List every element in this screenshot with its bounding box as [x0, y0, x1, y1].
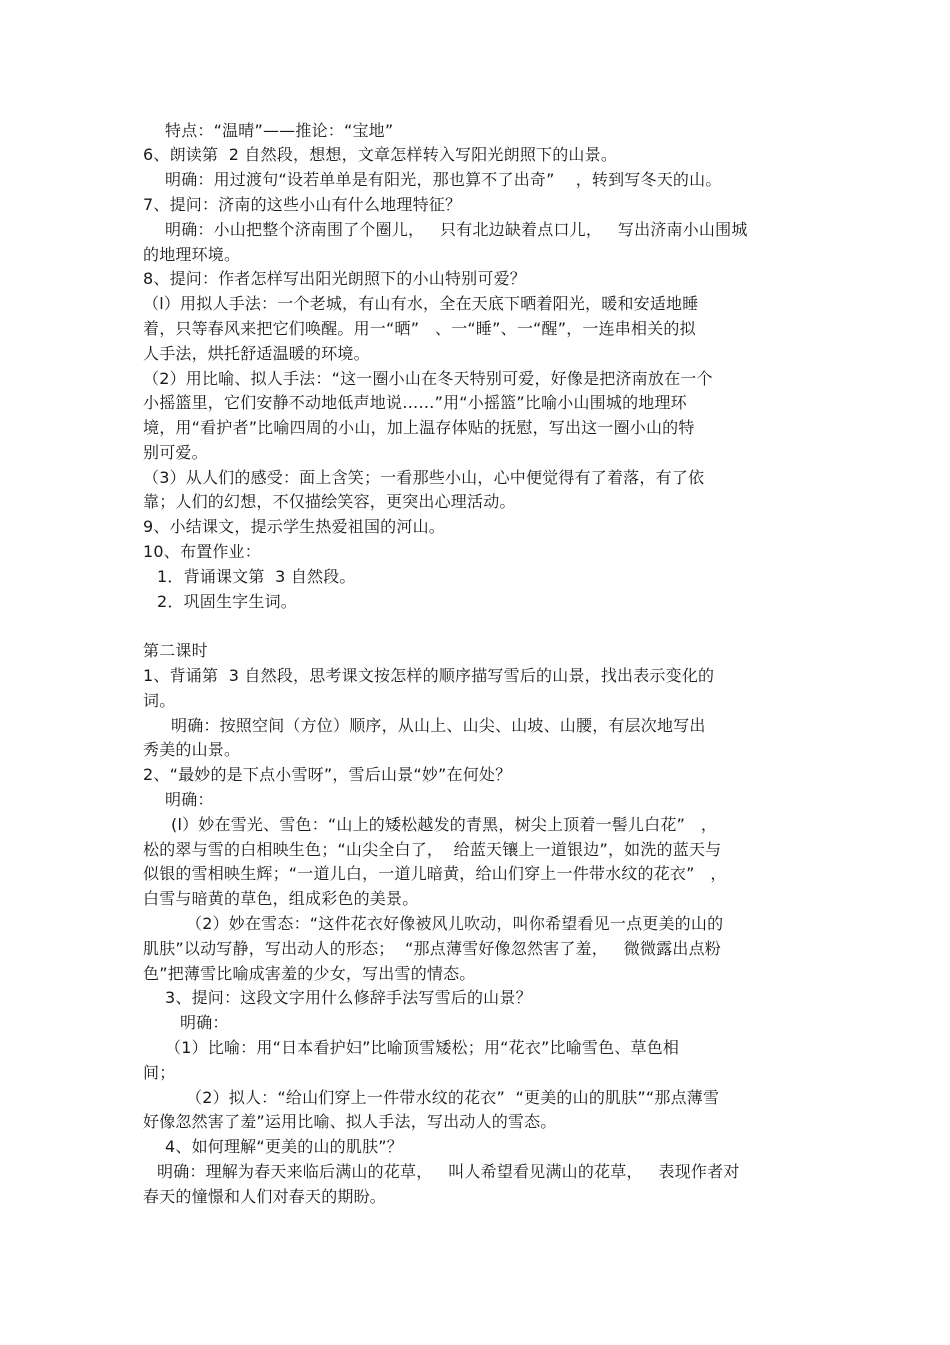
line-02: 6、朗读第 2 自然段，想想，文章怎样转入写阳光朗照下的山景。 — [143, 145, 618, 164]
line-04: 7、提问：济南的这些小山有什么地理特征？ — [143, 195, 462, 214]
line-15: （3）从人们的感受：面上含笑；一看那些小山，心中便觉得有了着落，有了依 — [143, 468, 705, 487]
line-03: 明确：用过渡句“设若单单是有阳光，那也算不了出奇” ，转到写冬天的山。 — [165, 170, 722, 189]
line-09: 着，只等春风来把它们唤醒。用一“晒” 、一“睡”、一“醒”，一连串相关的拟 — [143, 319, 696, 338]
line-08: （l）用拟人手法：一个老城，有山有水，全在天底下晒着阳光，暖和安适地睡 — [143, 294, 699, 313]
line-30: 似银的雪相映生辉；“一道儿白，一道儿暗黄，给山们穿上一件带水纹的花衣” ， — [143, 864, 727, 883]
line-23: 词。 — [143, 691, 176, 710]
line-16: 靠；人们的幻想，不仅描绘笑容，更突出心理活动。 — [143, 492, 516, 511]
line-11: （2）用比喻、拟人手法：“这一圈小山在冬天特别可爱，好像是把济南放在一个 — [143, 369, 713, 388]
line-41: 4、如何理解“更美的山的肌肤”？ — [165, 1137, 403, 1156]
line-24: 明确：按照空间（方位）顺序，从山上、山尖、山坡、山腰，有层次地写出 — [171, 716, 706, 735]
line-33: 肌肤”以动写静，写出动人的形态； “那点薄雪好像忽然害了羞， 微微露出点粉 — [143, 939, 722, 958]
line-42: 明确：理解为春天来临后满山的花草， 叫人希望看见满山的花草， 表现作者对 — [157, 1162, 740, 1181]
line-17: 9、小结课文，提示学生热爱祖国的河山。 — [143, 517, 445, 536]
line-37: （1）比喻：用“日本看护妇”比喻顶雪矮松；用“花衣”比喻雪色、草色相 — [165, 1038, 680, 1057]
line-39: （2）拟人：“给山们穿上一件带水纹的花衣” “更美的山的肌肤”“那点薄雪 — [186, 1088, 720, 1107]
line-25: 秀美的山景。 — [143, 740, 241, 759]
line-01: 特点：“温晴”——推论：“宝地” — [165, 121, 394, 140]
line-26: 2、“最妙的是下点小雪呀”，雪后山景“妙”在何处？ — [143, 765, 512, 784]
line-43: 春天的憧憬和人们对春天的期盼。 — [143, 1187, 387, 1206]
line-40: 好像忽然害了羞”运用比喻、拟人手法，写出动人的雪态。 — [143, 1112, 557, 1131]
line-12: 小摇篮里，它们安静不动地低声地说……”用“小摇篮”比喻小山围城的地理环 — [143, 393, 687, 412]
line-18: 10、布置作业： — [143, 542, 261, 561]
line-29: 松的翠与雪的白相映生色；“山尖全白了， 给蓝天镶上一道银边”，如洗的蓝天与 — [143, 840, 722, 859]
line-36: 明确： — [180, 1013, 229, 1032]
line-34: 色”把薄雪比喻成害羞的少女，写出雪的情态。 — [143, 964, 476, 983]
line-38: 间； — [143, 1063, 176, 1082]
line-20: 2．巩固生字生词。 — [157, 592, 297, 611]
line-05: 明确：小山把整个济南围了个圈儿， 只有北边缺着点口儿， 写出济南小山围城 — [165, 220, 748, 239]
line-22: 1、背诵第 3 自然段，思考课文按怎样的顺序描写雪后的山景，找出表示变化的 — [143, 666, 715, 685]
line-07: 8、提问：作者怎样写出阳光朗照下的小山特别可爱？ — [143, 269, 526, 288]
line-19: 1．背诵课文第 3 自然段。 — [157, 567, 356, 586]
line-32: （2）妙在雪态：“这件花衣好像被风儿吹动，叫你希望看见一点更美的山的 — [186, 914, 724, 933]
line-35: 3、提问：这段文字用什么修辞手法写雪后的山景？ — [165, 988, 532, 1007]
line-28: (l）妙在雪光、雪色：“山上的矮松越发的青黑，树尖上顶着一髻儿白花” ， — [171, 815, 718, 834]
line-10: 人手法，烘托舒适温暖的环境。 — [143, 344, 370, 363]
line-14: 别可爱。 — [143, 443, 208, 462]
line-27: 明确： — [165, 790, 214, 809]
line-31: 白雪与暗黄的草色，组成彩色的美景。 — [143, 889, 419, 908]
section-heading: 第二课时 — [143, 641, 208, 660]
line-06: 的地理环境。 — [143, 245, 241, 264]
line-13: 境，用“看护者”比喻四周的小山，加上温存体贴的抚慰，写出这一圈小山的特 — [143, 418, 695, 437]
